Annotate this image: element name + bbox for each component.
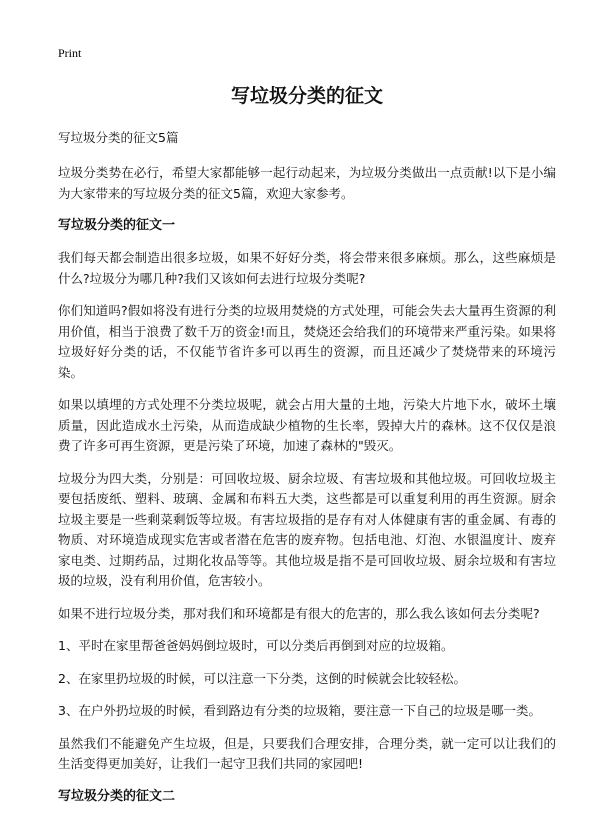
list-item: 3、在户外扔垃圾的时候，看到路边有分类的垃圾箱，要注意一下自己的垃圾是哪一类。 xyxy=(58,703,541,718)
page-title: 写垃圾分类的征文 xyxy=(230,85,383,107)
body-paragraph: 如果不进行垃圾分类，那对我们和环境都是有很大的危害的，那么我么该如何去分类呢? xyxy=(58,605,540,621)
body-paragraph: 垃圾分为四大类，分别是：可回收垃圾、厨余垃圾、有害垃圾和其他垃圾。可回收垃圾主要包括废纸、塑料、玻璃、金属和布料五大类，这些都是可以重复利用的再生资源。厨余垃圾主要是一些剩菜剩饭等垃圾。有害垃圾指的是存有对人体健康有害的重金属、有毒的物质、对环境造成现实危害或者潜在危害的废弃物。包括电池、灯泡、水银温度计、废弃家电类、过期药品，过期化妆品等等。其他垃圾是指不是可回收垃圾、厨余垃圾和有害垃圾的垃圾，没有利用价值，危害较小。 xyxy=(58,470,556,588)
body-paragraph: 你们知道吗?假如将没有进行分类的垃圾用焚烧的方式处理，可能会失去大量再生资源的利用价值，相当于浪费了数千万的资金!而且，焚烧还会给我们的环境带来严重污染。如果将垃圾好好分类的话，不仅能节省许多可以再生的资源，而且还减少了焚烧带来的环境污染。 xyxy=(58,303,556,380)
body-paragraph: 如果以填埋的方式处理不分类垃圾呢，就会占用大量的土地，污染大片地下水，破坏土壤质量，因此造成水土污染，从而造成缺少植物的生长率，毁掉大片的森林。这不仅仅是浪费了许多可再生资源，更是污染了环境，加速了森林的"毁灭。 xyxy=(58,397,556,453)
document-subtitle: 写垃圾分类的征文5篇 xyxy=(58,130,179,145)
list-item: 2、在家里扔垃圾的时候，可以注意一下分类，这倒的时候就会比较轻松。 xyxy=(58,670,466,686)
section-heading-2: 写垃圾分类的征文二 xyxy=(58,788,176,804)
section-heading-1: 写垃圾分类的征文一 xyxy=(58,218,176,233)
list-item: 1、平时在家里帮爸爸妈妈倒垃圾时，可以分类后再倒到对应的垃圾箱。 xyxy=(58,638,454,653)
intro-paragraph: 垃圾分类势在必行，希望大家都能够一起行动起来，为垃圾分类做出一点贡献!以下是小编为大家带来的写垃圾分类的征文5篇，欢迎大家参考。 xyxy=(58,165,556,201)
body-paragraph: 虽然我们不能避免产生垃圾，但是，只要我们合理安排，合理分类，就一定可以让我们的生活变得更加美好，让我们一起守卫我们共同的家园吧! xyxy=(58,735,556,771)
body-paragraph: 我们每天都会制造出很多垃圾，如果不好好分类，将会带来很多麻烦。那么，这些麻烦是什么?垃圾分为哪几种?我们又该如何去进行垃圾分类呢? xyxy=(58,250,556,286)
print-link[interactable]: Print xyxy=(58,46,82,60)
